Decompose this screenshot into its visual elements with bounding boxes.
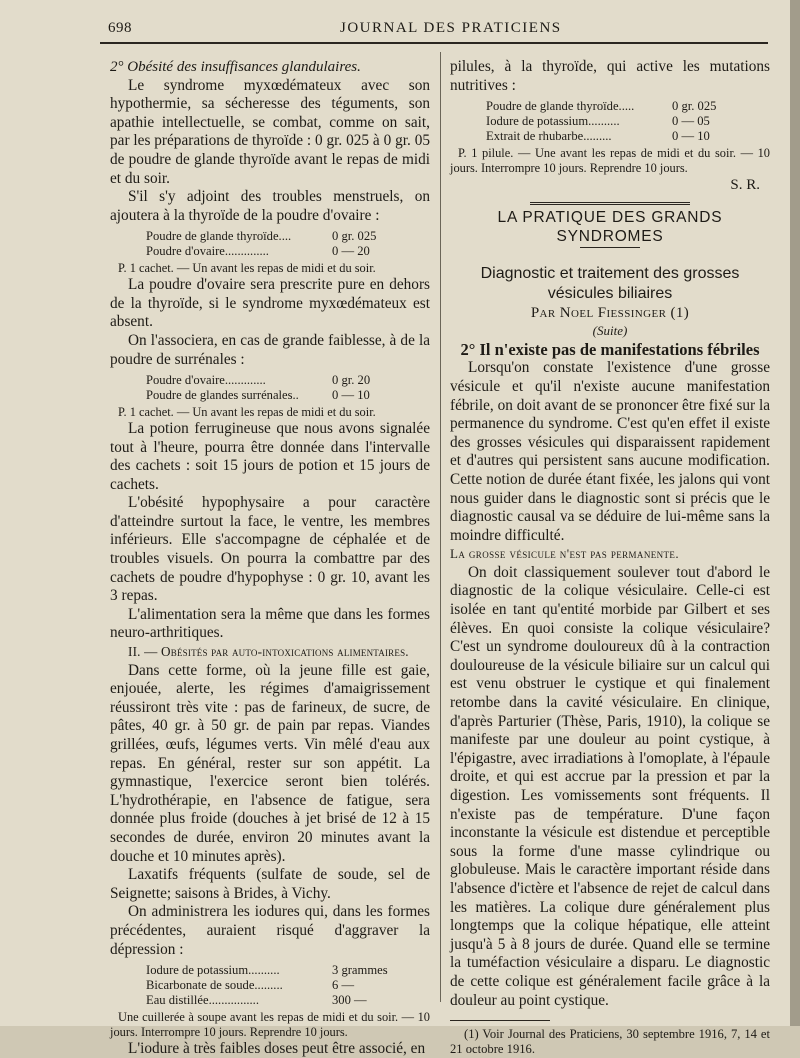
prescription-item: Poudre d'ovaire............. [146, 373, 266, 388]
page-header [0, 0, 790, 50]
prescription-row [146, 978, 388, 993]
prescription-row [486, 114, 716, 129]
prescription-item: Extrait de rhubarbe......... [486, 129, 612, 144]
prescription-quantity: 0 — 20 [332, 244, 370, 259]
prescription-item: Poudre de glande thyroïde..... [486, 99, 635, 114]
prescription-item: Iodure de potassium.......... [146, 963, 280, 978]
paragraph: L'alimentation sera la même que dans les formes neuro-arthritiques. [110, 605, 430, 642]
prescription-quantity: 0 gr. 025 [332, 229, 377, 244]
paragraph: La potion ferrugineuse que nous avons signalée tout à l'heure, pourra être donnée dans l'intervalle des cachets : soit 15 jours de potion et 15 jours de cachets. [110, 419, 430, 493]
paragraph: S'il s'y adjoint des troubles menstruels, on ajoutera à la thyroïde de la poudre d'ovaire : [110, 188, 430, 224]
subtitle-glandular-obesity: 2° Obésité des insuffisances glandulaires. [110, 59, 361, 75]
prescription-item: Poudre d'ovaire.............. [146, 244, 269, 259]
prescription-quantity: 0 — 10 [672, 129, 710, 144]
left-column [110, 58, 430, 1058]
prescription-note: Une cuillerée à soupe avant les repas de midi et du soir. — 10 jours. Interrompre 10 jours. Reprendre 10 jours. [110, 1010, 430, 1039]
right-column [450, 58, 770, 1057]
prescription-row [146, 388, 370, 403]
paragraph: On l'associera, en cas de grande faiblesse, à de la poudre de surrénales : [110, 331, 430, 368]
paragraph: La poudre d'ovaire sera prescrite pure en dehors de la thyroïde, si le syndrome myxœdémateux est absent. [110, 276, 430, 331]
prescription-note: P. 1 cachet. — Un avant les repas de midi et du soir. [118, 261, 376, 276]
subsection-heading: La grosse vésicule n'est pas permanente. [450, 546, 679, 562]
section-heading-febrile: 2° Il n'existe pas de manifestations fébriles [460, 339, 760, 359]
prescription-quantity: 0 — 10 [332, 388, 370, 403]
prescription-row [146, 229, 376, 244]
paragraph: Dans cette forme, où la jeune fille est gaie, enjouée, alerte, les régimes d'amaigrissement réussiront très vite : pas de farineux, de sucre, de pâtes, 40 gr. à 50 gr. de pain par repas. Viandes grillées, œufs, légumes verts. Vin mêlé d'eau aux repas. En général, rester sur son appétit. La gymnastique, l'exercice seront bien tolérés. L'hydrothérapie, en l'absence de fatigue, sera donnée plus froide (douches à jet brisé de 12 à 15 secondes de durée, environ 20 minutes avant la douche et 10 minutes après). [110, 661, 430, 865]
section-heading-ii: II. — Obésités par auto-intoxications alimentaires. [128, 644, 409, 660]
prescription-item: Eau distillée................ [146, 993, 259, 1008]
prescription-note: P. 1 pilule. — Une avant les repas de midi et du soir. — 10 jours. Interrompre 10 jours. Reprendre 10 jours. [450, 146, 770, 175]
double-rule-divider [530, 202, 690, 205]
paragraph: Lorsqu'on constate l'existence d'une grosse vésicule et qu'il n'existe aucune manifestation fébrile, on doit avant de se prononcer être fixé sur la permanence du syndrome. C'est qu'en effet il existe des grosses vésicules qui disparaissent rapidement et d'autres qui persistent sans aucune modification. Cette notion de durée étant fixée, les jalons qui vont nous guider dans le diagnostic sont si précis que le diagnostic causal va se déduire de lui-même sans la moindre difficulté. [450, 359, 770, 544]
prescription-row [146, 993, 388, 1008]
prescription-row [146, 244, 376, 259]
prescription-quantity: 6 — [332, 978, 355, 993]
article-title: Diagnostic et traitement des grosses vésicules biliaires [480, 264, 740, 302]
continued-label: (Suite) [592, 323, 628, 339]
prescription-row [486, 129, 716, 144]
paragraph: L'iodure à très faibles doses peut être associé, en [128, 1039, 426, 1057]
prescription-table [146, 963, 388, 1008]
prescription-quantity: 0 gr. 025 [672, 99, 717, 114]
header-rule [100, 42, 768, 44]
prescription-row [146, 963, 388, 978]
prescription-quantity: 0 — 05 [672, 114, 710, 129]
prescription-table [486, 99, 716, 144]
paragraph: Le syndrome myxœdémateux avec son hypothermie, sa sécheresse des téguments, son apathie intellectuelle, se combat, comme on sait, par les préparations de thyroïde : 0 gr. 025 à 0 gr. 05 de poudre de glande thyroïde avant le repas de midi et du soir. [110, 76, 430, 187]
footnote-rule [450, 1020, 550, 1021]
prescription-item: Poudre de glandes surrénales.. [146, 388, 299, 403]
section-title: LA PRATIQUE DES GRANDS SYNDROMES [497, 209, 723, 245]
prescription-quantity: 300 — [332, 993, 367, 1008]
prescription-item: Poudre de glande thyroïde.... [146, 229, 292, 244]
prescription-quantity: 0 gr. 20 [332, 373, 371, 388]
author-signature: S. R. [730, 176, 760, 193]
prescription-row [146, 373, 370, 388]
prescription-table [146, 373, 370, 403]
running-title: JOURNAL DES PRATICIENS [340, 20, 562, 36]
prescription-item: Bicarbonate de soude......... [146, 978, 283, 993]
prescription-table [146, 229, 376, 259]
paragraph: L'obésité hypophysaire a pour caractère d'atteindre surtout la face, le ventre, les membres inférieurs. Elle s'accompagne de céphalée et de troubles visuels. On pourra la combattre par des cachets de poudre d'hypophyse : 0 gr. 10, avant les 3 repas. [110, 494, 430, 605]
prescription-quantity: 3 grammes [332, 963, 388, 978]
prescription-row [486, 99, 716, 114]
page-number: 698 [108, 20, 132, 36]
paragraph: pilules, à la thyroïde, qui active les mutations nutritives : [450, 58, 770, 94]
article-author: Par Noel Fiessinger (1) [530, 304, 690, 321]
prescription-item: Iodure de potassium.......... [486, 114, 620, 129]
column-divider [440, 52, 441, 1002]
paragraph: Laxatifs fréquents (sulfate de soude, sel de Seignette; saisons à Brides, à Vichy. [110, 866, 430, 902]
short-rule-divider [580, 247, 640, 248]
footnote: (1) Voir Journal des Praticiens, 30 septembre 1916, 7, 14 et 21 octobre 1916. [450, 1027, 770, 1057]
prescription-note: P. 1 cachet. — Un avant les repas de midi et du soir. [118, 405, 376, 420]
paragraph: On doit classiquement soulever tout d'abord le diagnostic de la colique vésiculaire. Celle-ci est isolée en tant qu'entité morbide par Gilbert et ses élèves. En quoi consiste la colique vésiculaire? C'est un syndrome douloureux dû à la contraction douloureuse de la vésicule biliaire sur un calcul qui est venu obstruer le cystique et qui finalement retombe dans la cavité vésiculaire. En clinique, d'après Parturier (Thèse, Paris, 1910), la colique se manifeste par une douleur au point cystique, à l'épigastre, avec irradiations à l'omoplate, à l'épaule droite, et qui est accrue par la pression et par la digestion. Les vomissements sont fréquents. Il n'existe pas de température. D'une façon inconstante la vésicule est distendue et perceptible sous la forme d'une masse cylindrique ou globuleuse. Mais le caractère important réside dans l'absence d'ictère et l'absence de rejet de calcul dans les matières. La colique dure généralement plus longtemps que la colique hépatique, elle atteint jusqu'à 5 à 8 jours de durée. Quand elle se termine la tuméfaction vésiculaire a disparu. Le diagnostic de cette colique est généralement facile grâce à la douleur au point cystique. [450, 563, 770, 1009]
paragraph: On administrera les iodures qui, dans les formes précédentes, auraient risqué d'aggraver la dépression : [110, 903, 430, 958]
